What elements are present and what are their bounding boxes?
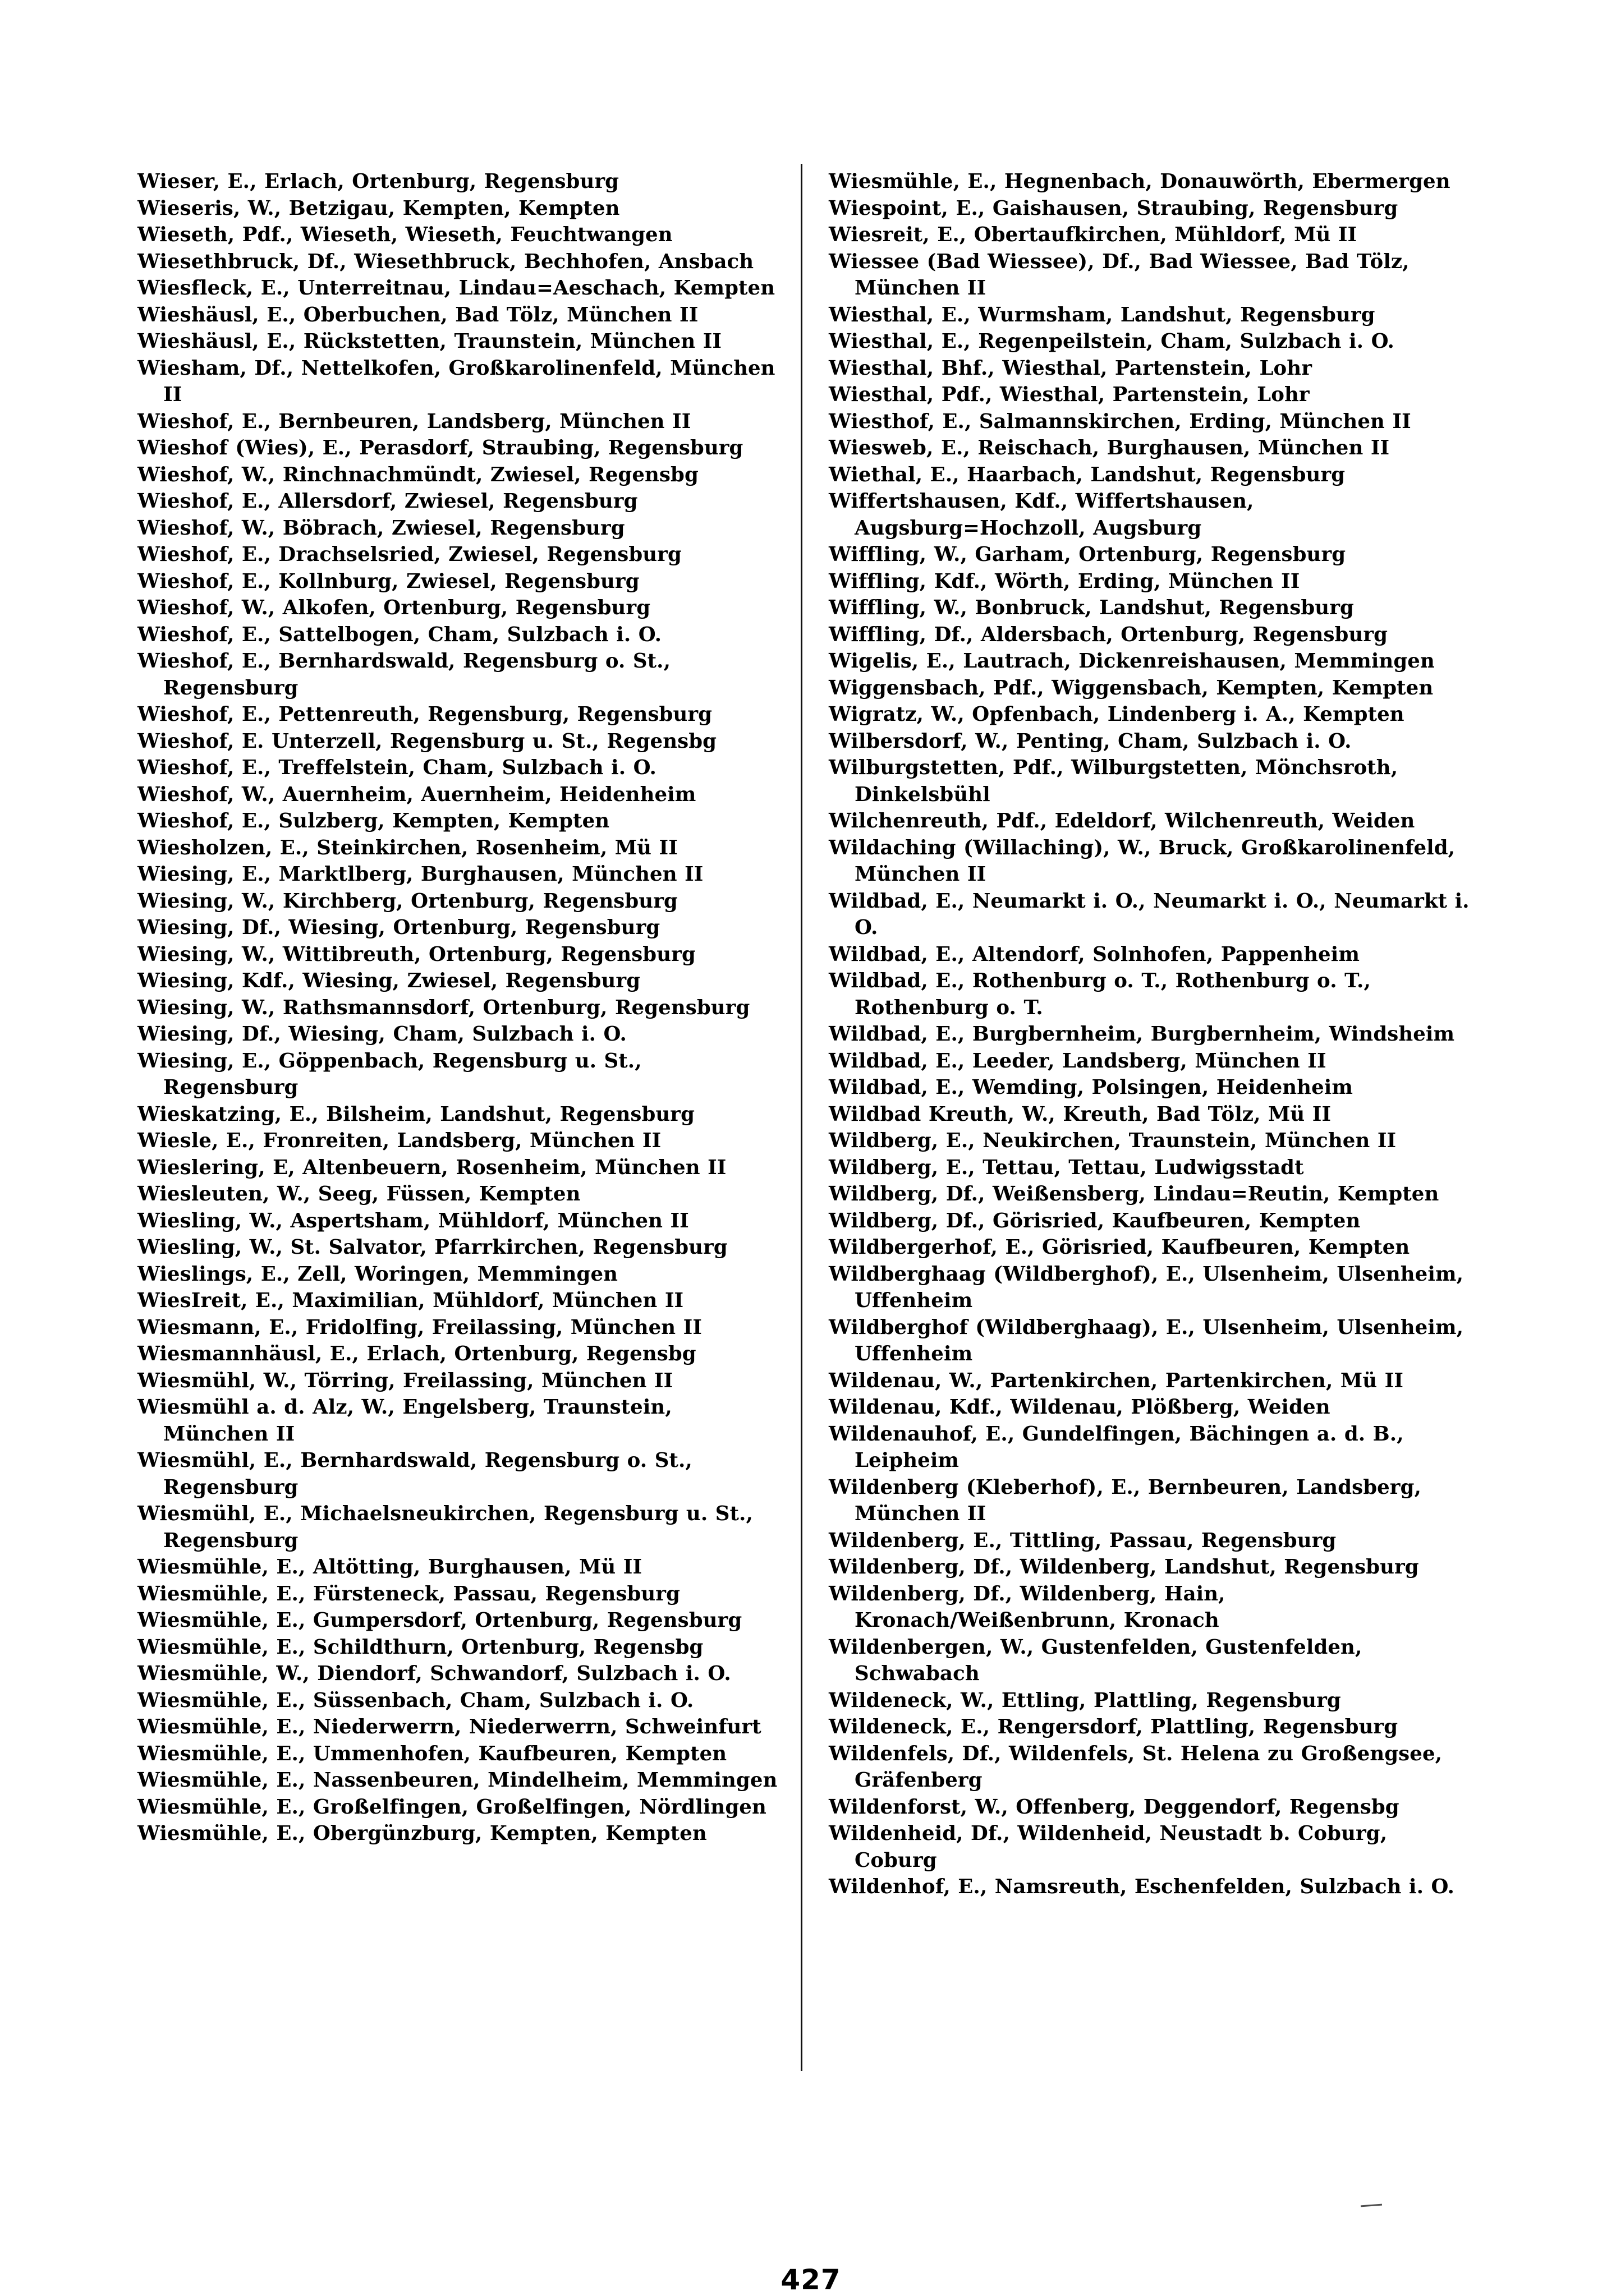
gazetteer-entry	[829, 701, 1474, 728]
gazetteer-entry	[829, 302, 1474, 329]
entry-text: Wiesling, W., St. Salvator, Pfarrkirchen, Regensburg	[137, 1236, 728, 1259]
gazetteer-entry	[829, 408, 1474, 435]
gazetteer-entry	[137, 408, 783, 435]
gazetteer-entry	[829, 488, 1474, 541]
entry-text: Wiesing, W., Rathsmannsdorf, Ortenburg, Regensburg	[137, 996, 750, 1019]
entry-text: Wiesfleck, E., Unterreitnau, Lindau=Aeschach, Kempten	[137, 277, 775, 300]
gazetteer-entry	[137, 1154, 783, 1181]
entry-text: Wildberg, E., Neukirchen, Traunstein, München II	[829, 1129, 1397, 1152]
entry-text: Wieshof, W., Alkofen, Ortenburg, Regensburg	[137, 596, 651, 619]
entry-text: Wigratz, W., Opfenbach, Lindenberg i. A., Kempten	[829, 703, 1404, 726]
gazetteer-entry	[829, 1234, 1474, 1261]
entry-text: Wieshof, W., Auernheim, Auernheim, Heidenheim	[137, 783, 696, 806]
gazetteer-entry	[137, 249, 783, 275]
entry-text: Wiesmühle, E., Fürsteneck, Passau, Regensburg	[137, 1582, 680, 1605]
entry-text: Wieslering, E, Altenbeuern, Rosenheim, München II	[137, 1156, 727, 1179]
entry-text: Wiesmühle, E., Niederwerrn, Niederwerrn, Schweinfurt	[137, 1715, 761, 1738]
entry-text: Wieshof, E., Pettenreuth, Regensburg, Regensburg	[137, 703, 713, 726]
entry-text: Wiesmühle, E., Obergünzburg, Kempten, Kempten	[137, 1822, 707, 1845]
gazetteer-entry	[137, 1394, 783, 1447]
entry-text: Wiesethbruck, Df., Wiesethbruck, Bechhofen, Ansbach	[137, 250, 754, 273]
entry-text: Wieshof, W., Rinchnachmündt, Zwiesel, Regensbg	[137, 463, 699, 486]
gazetteer-entry	[829, 1181, 1474, 1208]
gazetteer-entry	[829, 1074, 1474, 1101]
gazetteer-entry	[829, 195, 1474, 222]
gazetteer-entry	[829, 541, 1474, 568]
entry-text: Wiesholzen, E., Steinkirchen, Rosenheim, Mü II	[137, 836, 678, 859]
entry-text: Wieshof (Wies), E., Perasdorf, Straubing, Regensburg	[137, 436, 743, 459]
entry-text: Wildenbergen, W., Gustenfelden, Gustenfelden, Schwabach	[829, 1635, 1362, 1685]
gazetteer-entry	[829, 1394, 1474, 1421]
gazetteer-entry	[137, 941, 783, 968]
gazetteer-entry	[829, 222, 1474, 249]
gazetteer-entry	[829, 381, 1474, 408]
entry-text: Wiesmühl, E., Bernhardswald, Regensburg o. St., Regensburg	[137, 1449, 692, 1499]
entry-text: Wiesing, Df., Wiesing, Ortenburg, Regensburg	[137, 916, 660, 939]
gazetteer-entry	[137, 1820, 783, 1847]
entry-text: Wiesmühle, E., Altötting, Burghausen, Mü II	[137, 1556, 642, 1579]
gazetteer-entry	[137, 222, 783, 249]
gazetteer-entry	[137, 808, 783, 835]
gazetteer-entry	[829, 1048, 1474, 1075]
entry-text: Wiesmühle, E., Süssenbach, Cham, Sulzbach i. O.	[137, 1688, 694, 1712]
gazetteer-entry	[829, 1261, 1474, 1314]
column-divider-rule	[801, 164, 802, 2071]
entry-text: Wiesmannhäusl, E., Erlach, Ortenburg, Regensbg	[137, 1342, 696, 1365]
entry-text: Wiesing, Df., Wiesing, Cham, Sulzbach i. O.	[137, 1023, 627, 1046]
entry-text: Wieshof, E., Drachselsried, Zwiesel, Regensburg	[137, 543, 682, 566]
entry-text: Wiesmühl a. d. Alz, W., Engelsberg, Traunstein, München II	[137, 1396, 672, 1446]
entry-text: Wiesmühle, E., Nassenbeuren, Mindelheim, Memmingen	[137, 1769, 778, 1792]
entry-text: Wieseris, W., Betzigau, Kempten, Kempten	[137, 196, 620, 220]
gazetteer-entry	[137, 1314, 783, 1341]
gazetteer-entry	[829, 808, 1474, 835]
gazetteer-entry	[829, 968, 1474, 1021]
entry-text: Wieshof, E., Sulzberg, Kempten, Kempten	[137, 809, 610, 832]
entry-text: Wiesmühle, E., Ummenhofen, Kaufbeuren, Kempten	[137, 1742, 727, 1765]
entry-text: Wiesmühle, E., Schildthurn, Ortenburg, Regensbg	[137, 1635, 704, 1659]
entry-text: Wiesweb, E., Reischach, Burghausen, München II	[829, 436, 1390, 459]
entry-text: Wiggensbach, Pdf., Wiggensbach, Kempten, Kempten	[829, 676, 1434, 700]
entry-text: Wiesthal, E., Regenpeilstein, Cham, Sulzbach i. O.	[829, 330, 1394, 353]
gazetteer-entry	[829, 888, 1474, 941]
gazetteer-entry	[137, 1021, 783, 1048]
gazetteer-entry	[829, 1741, 1474, 1794]
entry-text: Wiesing, Kdf., Wiesing, Zwiesel, Regensburg	[137, 969, 641, 992]
gazetteer-entry	[137, 861, 783, 888]
entry-text: Wieser, E., Erlach, Ortenburg, Regensburg	[137, 170, 619, 193]
entry-text: Wiesleuten, W., Seeg, Füssen, Kempten	[137, 1182, 581, 1205]
gazetteer-entry	[829, 435, 1474, 462]
gazetteer-entry	[829, 1794, 1474, 1821]
gazetteer-entry	[137, 1368, 783, 1395]
gazetteer-entry	[829, 568, 1474, 595]
gazetteer-entry	[829, 1581, 1474, 1634]
gazetteer-entry	[137, 1660, 783, 1687]
gazetteer-entry	[137, 302, 783, 329]
gazetteer-entry	[829, 1820, 1474, 1874]
entry-text: Wildenforst, W., Offenberg, Deggendorf, Regensbg	[829, 1795, 1399, 1819]
gazetteer-entry	[137, 1208, 783, 1235]
entry-text: Wildberg, Df., Görisried, Kaufbeuren, Kempten	[829, 1209, 1361, 1232]
gazetteer-entry	[137, 541, 783, 568]
gazetteer-entry	[137, 1687, 783, 1714]
entry-text: Wiesreit, E., Obertaufkirchen, Mühldorf, Mü II	[829, 223, 1357, 246]
entry-text: Wiesthal, Bhf., Wiesthal, Partenstein, Lohr	[829, 356, 1312, 380]
gazetteer-entry	[137, 648, 783, 701]
gazetteer-entry	[829, 462, 1474, 489]
gazetteer-entry	[137, 1128, 783, 1154]
gazetteer-entry	[829, 1634, 1474, 1687]
gazetteer-entry	[137, 1181, 783, 1208]
gazetteer-entry	[137, 1341, 783, 1368]
gazetteer-entry	[137, 355, 783, 408]
entry-text: Wiesing, E., Göppenbach, Regensburg u. St., Regensburg	[137, 1049, 642, 1099]
entry-text: Wildaching (Willaching), W., Bruck, Großkarolinenfeld, München II	[829, 836, 1456, 886]
entry-text: Wildberghaag (Wildberghof), E., Ulsenheim, Ulsenheim, Uffenheim	[829, 1262, 1464, 1312]
gazetteer-entry	[829, 648, 1474, 675]
gazetteer-entry	[829, 728, 1474, 755]
two-column-text-body	[137, 168, 1484, 1901]
entry-text: Wiffling, Df., Aldersbach, Ortenburg, Regensburg	[829, 623, 1388, 646]
gazetteer-entry	[137, 622, 783, 648]
entry-text: Wilchenreuth, Pdf., Edeldorf, Wilchenreuth, Weiden	[829, 809, 1415, 832]
entry-text: Wieshof, E. Unterzell, Regensburg u. St., Regensbg	[137, 729, 717, 753]
gazetteer-entry	[829, 1208, 1474, 1235]
gazetteer-entry	[137, 328, 783, 355]
entry-text: Wiffling, W., Bonbruck, Landshut, Regensburg	[829, 596, 1354, 619]
entry-text: Wildenauhof, E., Gundelfingen, Bächingen a. d. B., Leipheim	[829, 1422, 1404, 1472]
entry-text: Wieshof, E., Treffelstein, Cham, Sulzbach i. O.	[137, 756, 657, 779]
gazetteer-entry	[829, 1154, 1474, 1181]
gazetteer-entry	[829, 1687, 1474, 1714]
gazetteer-entry	[829, 1021, 1474, 1048]
entry-text: Wildbad, E., Leeder, Landsberg, München II	[829, 1049, 1326, 1073]
gazetteer-entry	[137, 1101, 783, 1128]
entry-text: Wildbad, E., Neumarkt i. O., Neumarkt i. O., Neumarkt i. O.	[829, 889, 1470, 939]
gazetteer-entry	[137, 1794, 783, 1821]
entry-text: Wildbad, E., Rothenburg o. T., Rothenburg o. T., Rothenburg o. T.	[829, 969, 1371, 1019]
right-column	[795, 168, 1474, 1901]
gazetteer-entry	[829, 754, 1474, 808]
entry-text: Wiesmühle, E., Großelfingen, Großelfingen, Nördlingen	[137, 1795, 766, 1819]
entry-text: Wildenberg (Kleberhof), E., Bernbeuren, Landsberg, München II	[829, 1475, 1421, 1525]
gazetteer-entry	[829, 1128, 1474, 1154]
gazetteer-entry	[137, 728, 783, 755]
gazetteer-entry	[829, 622, 1474, 648]
entry-text: Wiesmühl, W., Törring, Freilassing, München II	[137, 1369, 673, 1392]
entry-text: Wiesthal, Pdf., Wiesthal, Partenstein, Lohr	[829, 383, 1310, 406]
entry-text: Wieshof, W., Böbrach, Zwiesel, Regensburg	[137, 516, 625, 540]
entry-text: Wiethal, E., Haarbach, Landshut, Regensburg	[829, 463, 1346, 486]
entry-text: Wieshäusl, E., Oberbuchen, Bad Tölz, München II	[137, 303, 699, 326]
entry-text: Wieshof, E., Kollnburg, Zwiesel, Regensburg	[137, 569, 640, 593]
gazetteer-entry	[829, 1101, 1474, 1128]
gazetteer-entry	[829, 1314, 1474, 1368]
gazetteer-entry	[137, 1447, 783, 1501]
entry-text: Wildenau, W., Partenkirchen, Partenkirchen, Mü II	[829, 1369, 1404, 1392]
left-column-entry-list	[137, 168, 783, 1847]
print-artifact	[1361, 2204, 1382, 2207]
gazetteer-entry	[829, 328, 1474, 355]
gazetteer-entry	[137, 1767, 783, 1794]
gazetteer-entry	[829, 249, 1474, 302]
entry-text: Wigelis, E., Lautrach, Dickenreishausen, Memmingen	[829, 650, 1435, 673]
page-number: 427	[781, 2263, 841, 2296]
entry-text: Wiesing, E., Marktlberg, Burghausen, München II	[137, 863, 704, 886]
gazetteer-entry	[137, 1287, 783, 1314]
gazetteer-entry	[137, 1048, 783, 1101]
entry-text: Wildenberg, Df., Wildenberg, Landshut, Regensburg	[829, 1556, 1419, 1579]
gazetteer-entry	[829, 1874, 1474, 1901]
gazetteer-entry	[137, 701, 783, 728]
entry-text: WiesIreit, E., Maximilian, Mühldorf, München II	[137, 1289, 684, 1312]
gazetteer-entry	[829, 355, 1474, 382]
gazetteer-entry	[137, 754, 783, 781]
entry-text: Wiesle, E., Fronreiten, Landsberg, München II	[137, 1129, 662, 1152]
gazetteer-entry	[137, 435, 783, 462]
gazetteer-entry	[829, 1421, 1474, 1474]
gazetteer-entry	[829, 168, 1474, 195]
entry-text: Wildberg, Df., Weißensberg, Lindau=Reutin, Kempten	[829, 1182, 1439, 1205]
gazetteer-entry	[137, 168, 783, 195]
gazetteer-entry	[829, 1527, 1474, 1554]
gazetteer-entry	[137, 781, 783, 808]
entry-text: Wiesmühl, E., Michaelsneukirchen, Regensburg u. St., Regensburg	[137, 1502, 753, 1552]
entry-text: Wildbad, E., Burgbernheim, Burgbernheim, Windsheim	[829, 1023, 1455, 1046]
gazetteer-entry	[137, 968, 783, 995]
gazetteer-entry	[137, 488, 783, 515]
gazetteer-entry	[137, 1581, 783, 1608]
right-column-entry-list	[829, 168, 1474, 1901]
entry-text: Wildenheid, Df., Wildenheid, Neustadt b. Coburg, Coburg	[829, 1822, 1388, 1872]
entry-text: Wiessee (Bad Wiessee), Df., Bad Wiessee, Bad Tölz, München II	[829, 250, 1410, 300]
entry-text: Wiesham, Df., Nettelkofen, Großkarolinenfeld, München II	[137, 356, 775, 406]
entry-text: Wieshof, E., Bernhardswald, Regensburg o. St., Regensburg	[137, 650, 671, 700]
entry-text: Wiesling, W., Aspertsham, Mühldorf, München II	[137, 1209, 689, 1232]
entry-text: Wildeneck, W., Ettling, Plattling, Regensburg	[829, 1688, 1341, 1712]
entry-text: Wiesmühle, E., Gumpersdorf, Ortenburg, Regensburg	[137, 1609, 742, 1632]
entry-text: Wiffling, W., Garham, Ortenburg, Regensburg	[829, 543, 1346, 566]
gazetteer-entry	[137, 914, 783, 941]
gazetteer-entry	[137, 888, 783, 915]
page-body	[137, 168, 1484, 2296]
entry-text: Wilbersdorf, W., Penting, Cham, Sulzbach i. O.	[829, 729, 1352, 753]
entry-text: Wiffling, Kdf., Wörth, Erding, München II	[829, 569, 1300, 593]
gazetteer-entry	[137, 462, 783, 489]
entry-text: Wildbad, E., Altendorf, Solnhofen, Pappenheim	[829, 942, 1360, 966]
entry-text: Wiesing, W., Wittibreuth, Ortenburg, Regensburg	[137, 942, 696, 966]
entry-text: Wiesmühle, E., Hegnenbach, Donauwörth, Ebermergen	[829, 170, 1450, 193]
gazetteer-entry	[829, 835, 1474, 888]
entry-text: Wieshäusl, E., Rückstetten, Traunstein, München II	[137, 330, 722, 353]
entry-text: Wieseth, Pdf., Wieseth, Wieseth, Feuchtwangen	[137, 223, 673, 246]
entry-text: Wieskatzing, E., Bilsheim, Landshut, Regensburg	[137, 1102, 695, 1126]
gazetteer-entry	[137, 1634, 783, 1661]
entry-text: Wildbad, E., Wemding, Polsingen, Heidenheim	[829, 1076, 1353, 1099]
gazetteer-entry	[829, 675, 1474, 702]
gazetteer-entry	[137, 1234, 783, 1261]
entry-text: Wiesthal, E., Wurmsham, Landshut, Regensburg	[829, 303, 1375, 326]
entry-text: Wiespoint, E., Gaishausen, Straubing, Regensburg	[829, 196, 1398, 220]
gazetteer-entry	[137, 1554, 783, 1581]
gazetteer-entry	[137, 195, 783, 222]
left-column	[137, 168, 795, 1847]
gazetteer-entry	[829, 941, 1474, 968]
gazetteer-entry	[137, 1607, 783, 1634]
entry-text: Wieshof, E., Sattelbogen, Cham, Sulzbach i. O.	[137, 623, 662, 646]
entry-text: Wildenau, Kdf., Wildenau, Plößberg, Weiden	[829, 1396, 1330, 1419]
gazetteer-entry	[137, 1501, 783, 1554]
entry-text: Wiesthof, E., Salmannskirchen, Erding, München II	[829, 409, 1411, 433]
entry-text: Wildenberg, Df., Wildenberg, Hain, Kronach/Weißenbrunn, Kronach	[829, 1582, 1225, 1632]
entry-text: Wildenhof, E., Namsreuth, Eschenfelden, Sulzbach i. O.	[829, 1875, 1454, 1898]
entry-text: Wildbad Kreuth, W., Kreuth, Bad Tölz, Mü II	[829, 1102, 1332, 1126]
entry-text: Wildenfels, Df., Wildenfels, St. Helena zu Großengsee, Gräfenberg	[829, 1742, 1443, 1792]
gazetteer-entry	[137, 1714, 783, 1741]
entry-text: Wieslings, E., Zell, Woringen, Memmingen	[137, 1262, 618, 1286]
gazetteer-entry	[829, 1474, 1474, 1527]
gazetteer-entry	[137, 595, 783, 622]
entry-text: Wiffertshausen, Kdf., Wiffertshausen, Augsburg=Hochzoll, Augsburg	[829, 490, 1254, 540]
gazetteer-entry	[829, 1714, 1474, 1741]
entry-text: Wieshof, E., Bernbeuren, Landsberg, München II	[137, 409, 691, 433]
gazetteer-entry	[137, 568, 783, 595]
gazetteer-entry	[137, 1741, 783, 1768]
entry-text: Wildberg, E., Tettau, Tettau, Ludwigsstadt	[829, 1156, 1304, 1179]
gazetteer-entry	[137, 995, 783, 1022]
entry-text: Wiesing, W., Kirchberg, Ortenburg, Regensburg	[137, 889, 678, 913]
entry-text: Wildbergerhof, E., Görisried, Kaufbeuren, Kempten	[829, 1236, 1410, 1259]
entry-text: Wildberghof (Wildberghaag), E., Ulsenheim, Ulsenheim, Uffenheim	[829, 1315, 1464, 1365]
entry-text: Wiesmühle, W., Diendorf, Schwandorf, Sulzbach i. O.	[137, 1662, 731, 1685]
gazetteer-entry	[137, 275, 783, 302]
entry-text: Wiesmann, E., Fridolfing, Freilassing, München II	[137, 1315, 703, 1339]
gazetteer-entry	[829, 1368, 1474, 1395]
gazetteer-entry	[829, 595, 1474, 622]
entry-text: Wilburgstetten, Pdf., Wilburgstetten, Mönchsroth, Dinkelsbühl	[829, 756, 1398, 806]
gazetteer-entry	[137, 1261, 783, 1288]
entry-text: Wildeneck, E., Rengersdorf, Plattling, Regensburg	[829, 1715, 1398, 1738]
gazetteer-entry	[829, 1554, 1474, 1581]
entry-text: Wieshof, E., Allersdorf, Zwiesel, Regensburg	[137, 490, 638, 513]
entry-text: Wildenberg, E., Tittling, Passau, Regensburg	[829, 1529, 1337, 1552]
gazetteer-entry	[137, 515, 783, 542]
gazetteer-entry	[137, 835, 783, 862]
